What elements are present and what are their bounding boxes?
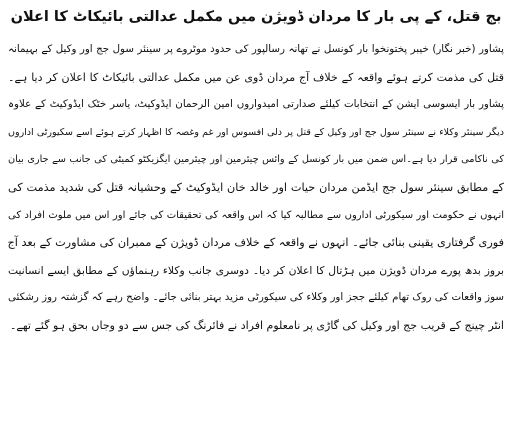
article-line: دیگر سینئر وکلاء نے سینئر سول جج اور وکیل کے قتل پر دلی افسوس اور غم وغصہ کا اظہار کرتے ہوئے اسے سکیورٹی اداروں <box>8 126 504 138</box>
article-line: انٹر چینج کے قریب جج اور وکیل کی گاڑی پر نامعلوم افراد نے فائرنگ کی جس سے دو وجاں بحق ہو گئے تھے۔ <box>9 318 504 332</box>
article-line: پشاور (خبر نگار) خیبر پختونخوا بار کونسل نے تھانہ رسالپور کی حدود موٹروے پر سینئر سول جج اور وکیل کے بہیمانہ <box>8 43 504 55</box>
article-line: کی ناکامی قرار دیا ہے۔اس ضمن میں بار کونسل کے وائس چیئرمین اور چیئرمین ایگزیکٹو کمیٹی کی جانب سے جاری بیان <box>8 154 504 166</box>
article-body <box>8 36 504 340</box>
article-headline: بج قتل، کے پی بار کا مردان ڈویژن میں مکمل عدالتی بائیکاٹ کا اعلان <box>10 9 502 25</box>
article-line: پشاور بار ایسوسی ایشن کے انتخابات کیلئے صدارتی امیدواروں امین الرحمان ایڈوکیٹ، یاسر خٹک ایڈوکیٹ کے علاوہ <box>8 98 504 111</box>
article-line: بروز بدھ پورے مردان ڈویژن میں ہڑتال کا اعلان کر دیا۔ دوسری جانب وکلاء رہنماؤں کے مطابق ایسے انسانیت <box>8 263 504 277</box>
article-line: سوز واقعات کی روک تھام کیلئے ججز اور وکلاء کی سیکورٹی مزید بہتر بنائی جائے۔ واضح رہے کہ گزشتہ روز رشکئی <box>8 291 504 304</box>
article-line: کے مطابق سینئر سول جج ایڈمن مردان حیات اور خالد خان ایڈوکیٹ کے وحشیانہ قتل کی شدید مذمت کی <box>8 180 504 194</box>
article-line: فوری گرفتاری یقینی بنائی جائے۔ انہوں نے واقعہ کے خلاف مردان ڈویژن کے ممبران کی مشاورت کے بعد آج <box>7 236 504 250</box>
article-line: قتل کی مذمت کرتے ہوئے واقعہ کے خلاف آج مردان ڈوی عن میں مکمل عدالتی بائیکاٹ کا اعلان کر دیا ہے۔ <box>8 70 504 84</box>
article-line: انہوں نے حکومت اور سیکورٹی اداروں سے مطالبہ کیا کہ اس واقعہ کی تحقیقات کی جائے اور اس میں ملوث افراد کی <box>8 209 504 221</box>
